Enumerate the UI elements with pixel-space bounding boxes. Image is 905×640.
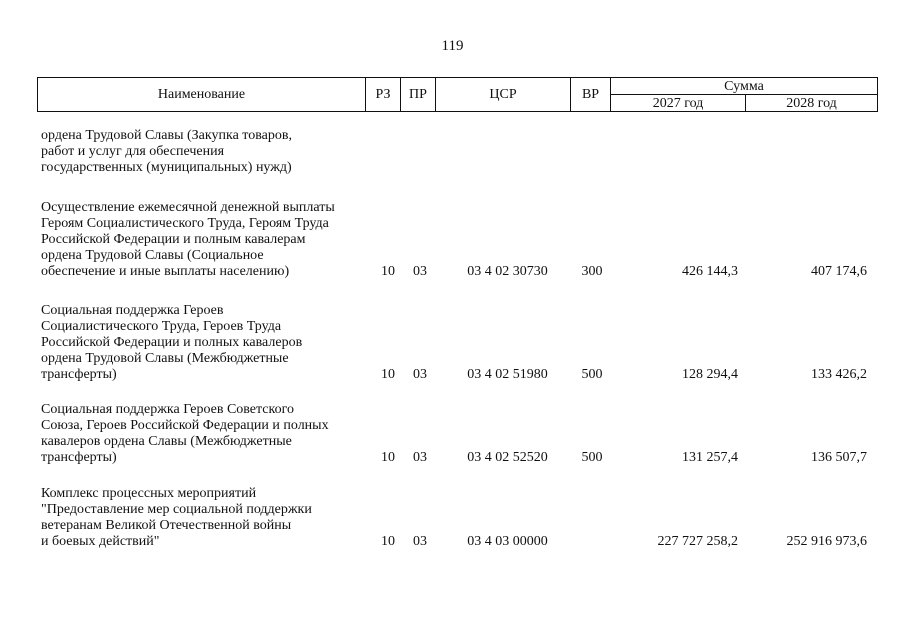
table-row	[0, 303, 905, 383]
row-vr: 500	[581, 367, 603, 382]
row-csr: 03 4 03 00000	[467, 534, 548, 549]
row-pr: 03	[413, 450, 427, 465]
row-sum-2027: 128 294,4	[682, 367, 738, 382]
row-csr: 03 4 02 52520	[467, 450, 548, 465]
page-number: 119	[441, 38, 464, 54]
row-name: Осуществление ежемесячной денежной выплаты Героям Социалистического Труда, Героям Труда Российской Федерации и полным кавалерам ордена Трудовой Славы (Социальное обеспечение и иные выплаты населению)	[41, 200, 335, 279]
row-rz: 10	[381, 367, 395, 382]
column-header-2028: 2028 год	[746, 95, 878, 112]
row-pr: 03	[413, 534, 427, 549]
row-sum-2028: 407 174,6	[811, 264, 867, 279]
column-header-name: Наименование	[38, 78, 366, 112]
row-rz: 10	[381, 534, 395, 549]
row-vr: 500	[581, 450, 603, 465]
column-header-vr: ВР	[571, 78, 611, 112]
row-csr: 03 4 02 30730	[467, 264, 548, 279]
column-header-csr: ЦСР	[436, 78, 571, 112]
table-row	[0, 200, 905, 280]
row-sum-2028: 136 507,7	[811, 450, 867, 465]
row-sum-2027: 131 257,4	[682, 450, 738, 465]
table-row	[0, 486, 905, 550]
row-rz: 10	[381, 264, 395, 279]
row-sum-2028: 133 426,2	[811, 367, 867, 382]
row-name: Комплекс процессных мероприятий "Предоставление мер социальной поддержки ветеранам Великой Отечественной войны и боевых действий"	[41, 486, 312, 549]
row-vr: 300	[581, 264, 603, 279]
row-name: ордена Трудовой Славы (Закупка товаров, работ и услуг для обеспечения государственных (муниципальных) нужд)	[41, 128, 292, 175]
column-header-2027: 2027 год	[611, 95, 746, 112]
column-header-pr: ПР	[401, 78, 436, 112]
row-rz: 10	[381, 450, 395, 465]
row-pr: 03	[413, 367, 427, 382]
row-pr: 03	[413, 264, 427, 279]
row-csr: 03 4 02 51980	[467, 367, 548, 382]
table-row	[0, 402, 905, 466]
table-header	[37, 77, 878, 112]
row-sum-2028: 252 916 973,6	[786, 534, 867, 549]
column-header-sum: Сумма	[611, 78, 878, 95]
row-name: Социальная поддержка Героев Социалистического Труда, Героев Труда Российской Федерации и полных кавалеров ордена Трудовой Славы (Межбюджетные трансферты)	[41, 303, 303, 382]
row-sum-2027: 426 144,3	[682, 264, 738, 279]
table-row	[0, 128, 905, 176]
column-header-rz: РЗ	[366, 78, 401, 112]
row-sum-2027: 227 727 258,2	[657, 534, 738, 549]
row-name: Социальная поддержка Героев Советского Союза, Героев Российской Федерации и полных кавалеров ордена Славы (Межбюджетные трансферты)	[41, 402, 329, 465]
